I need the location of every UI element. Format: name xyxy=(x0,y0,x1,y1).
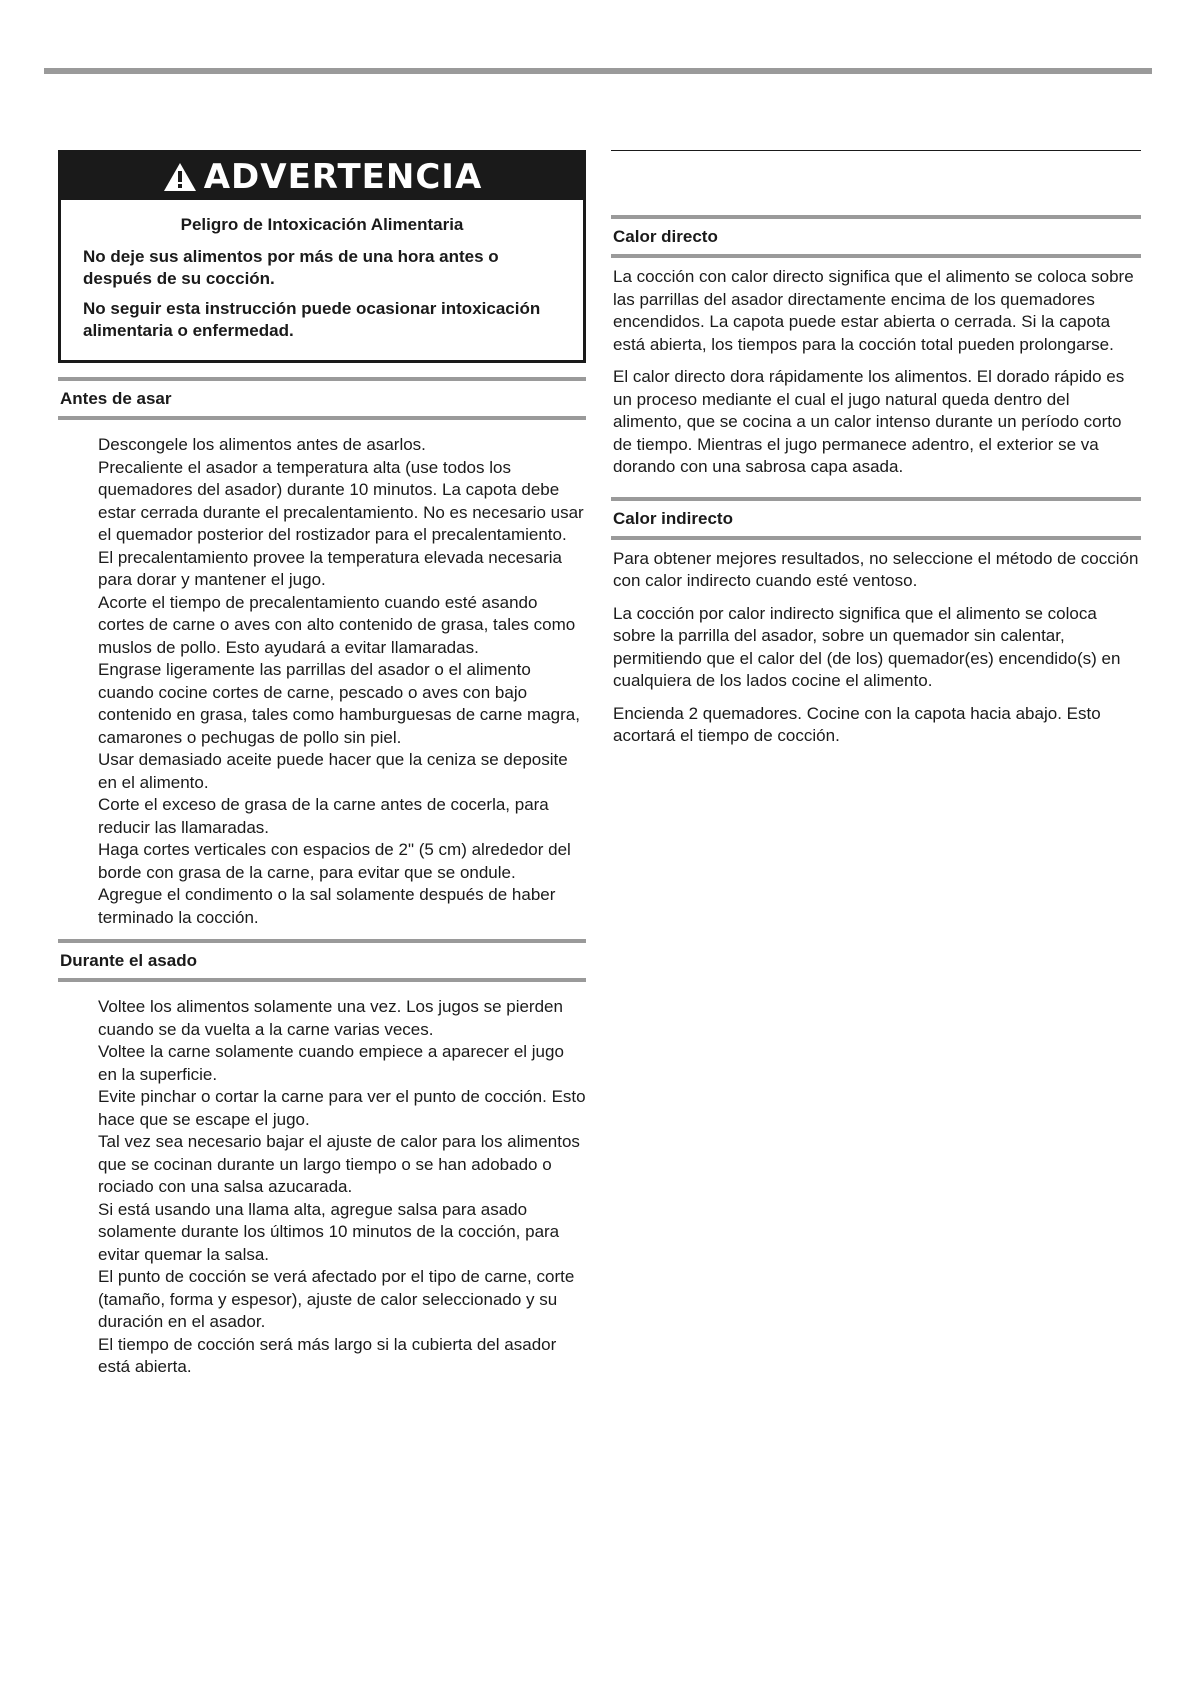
warning-box xyxy=(58,150,586,363)
section-heading-antes: Antes de asar xyxy=(58,377,586,420)
list-item: Descongele los alimentos antes de asarlos. xyxy=(98,435,426,454)
warning-title: ADVERTENCIA xyxy=(203,156,483,197)
list-item: El punto de cocción se verá afectado por el tipo de carne, corte (tamaño, forma y espesor), ajuste de calor seleccionado y su duración en el asador. xyxy=(98,1267,575,1331)
antes-list xyxy=(58,434,586,929)
list-item: Usar demasiado aceite puede hacer que la ceniza se deposite en el alimento. xyxy=(98,750,568,792)
list-item: Voltee la carne solamente cuando empiece a aparecer el jugo en la superficie. xyxy=(98,1042,564,1084)
paragraph: La cocción con calor directo significa que el alimento se coloca sobre las parrillas del asador directamente encima de los quemadores encendidos. La capota puede estar abierta o cerrada. Si la capota está abierta, los tiempos para la cocción total pueden prolongarse. xyxy=(613,267,1134,354)
section-heading-indirecto: Calor indirecto xyxy=(611,497,1141,540)
warning-body xyxy=(61,200,583,360)
paragraph: Encienda 2 quemadores. Cocine con la capota hacia abajo. Esto acortará el tiempo de cocción. xyxy=(613,703,1101,745)
top-divider xyxy=(44,68,1152,74)
list-item: Corte el exceso de grasa de la carne antes de cocerla, para reducir las llamaradas. xyxy=(98,795,549,837)
list-item: Acorte el tiempo de precalentamiento cuando esté asando cortes de carne o aves con alto contenido de grasa, tales como muslos de pollo. Esto ayudará a evitar llamaradas. xyxy=(98,592,576,657)
warning-line-1: No deje sus alimentos por más de una hora antes o después de su cocción. xyxy=(83,247,499,288)
list-item: Precaliente el asador a temperatura alta (use todos los quemadores del asador) durante 10 minutos. La capota debe estar cerrada durante el precalentamiento. No es necesario usar el quemador posterior del rostizador para el precalentamiento. El precalentamiento provee la temperatura elevada necesaria para dorar y mantener el jugo. xyxy=(98,457,584,589)
warning-line-2: No seguir esta instrucción puede ocasionar intoxicación alimentaria o enfermedad. xyxy=(83,299,541,340)
warning-subtitle: Peligro de Intoxicación Alimentaria xyxy=(180,215,464,234)
paragraph: El calor directo dora rápidamente los alimentos. El dorado rápido es un proceso mediante el cual el jugo natural queda dentro del alimento, que se cocina a un calor intenso durante un período corto de tiempo. Mientras el jugo permanece adentro, el exterior se va dorando con una sabrosa capa asada. xyxy=(613,367,1125,476)
durante-list xyxy=(58,996,586,1379)
list-item: Si está usando una llama alta, agregue salsa para asado solamente durante los últimos 10 minutos de la cocción, para evitar quemar la salsa. xyxy=(98,1199,560,1264)
list-item: Haga cortes verticales con espacios de 2" (5 cm) alrededor del borde con grasa de la carne, para evitar que se ondule. xyxy=(98,840,571,882)
paragraph: La cocción por calor indirecto significa que el alimento se coloca sobre la parrilla del asador, sobre un quemador sin calentar, permitiendo que el calor del (de los) quemador(es) encendido(s) en cualquiera de los lados cocine el alimento. xyxy=(613,603,1121,690)
right-column xyxy=(611,150,1141,748)
section-heading-durante: Durante el asado xyxy=(58,939,586,982)
list-item: El tiempo de cocción será más largo si la cubierta del asador está abierta. xyxy=(98,1334,557,1376)
list-item: Voltee los alimentos solamente una vez. Los jugos se pierden cuando se da vuelta a la carne varias veces. xyxy=(98,997,563,1039)
paragraph: Para obtener mejores resultados, no seleccione el método de cocción con calor indirecto cuando esté ventoso. xyxy=(613,548,1139,590)
list-item: Tal vez sea necesario bajar el ajuste de calor para los alimentos que se cocinan durante un largo tiempo o se han adobado o rociado con una salsa azucarada. xyxy=(98,1132,580,1196)
left-column xyxy=(58,150,586,1379)
list-item: Agregue el condimento o la sal solamente después de haber terminado la cocción. xyxy=(98,885,556,927)
list-item: Engrase ligeramente las parrillas del asador o el alimento cuando cocine cortes de carne, pescado o aves con bajo contenido en grasa, tales como hamburguesas de carne magra, camarones o pechugas de pollo sin piel. xyxy=(98,660,580,747)
warning-triangle-icon xyxy=(162,161,198,193)
warning-header xyxy=(61,153,583,200)
section-heading-directo: Calor directo xyxy=(611,215,1141,258)
list-item: Evite pinchar o cortar la carne para ver el punto de cocción. Esto hace que se escape el jugo. xyxy=(98,1087,586,1129)
